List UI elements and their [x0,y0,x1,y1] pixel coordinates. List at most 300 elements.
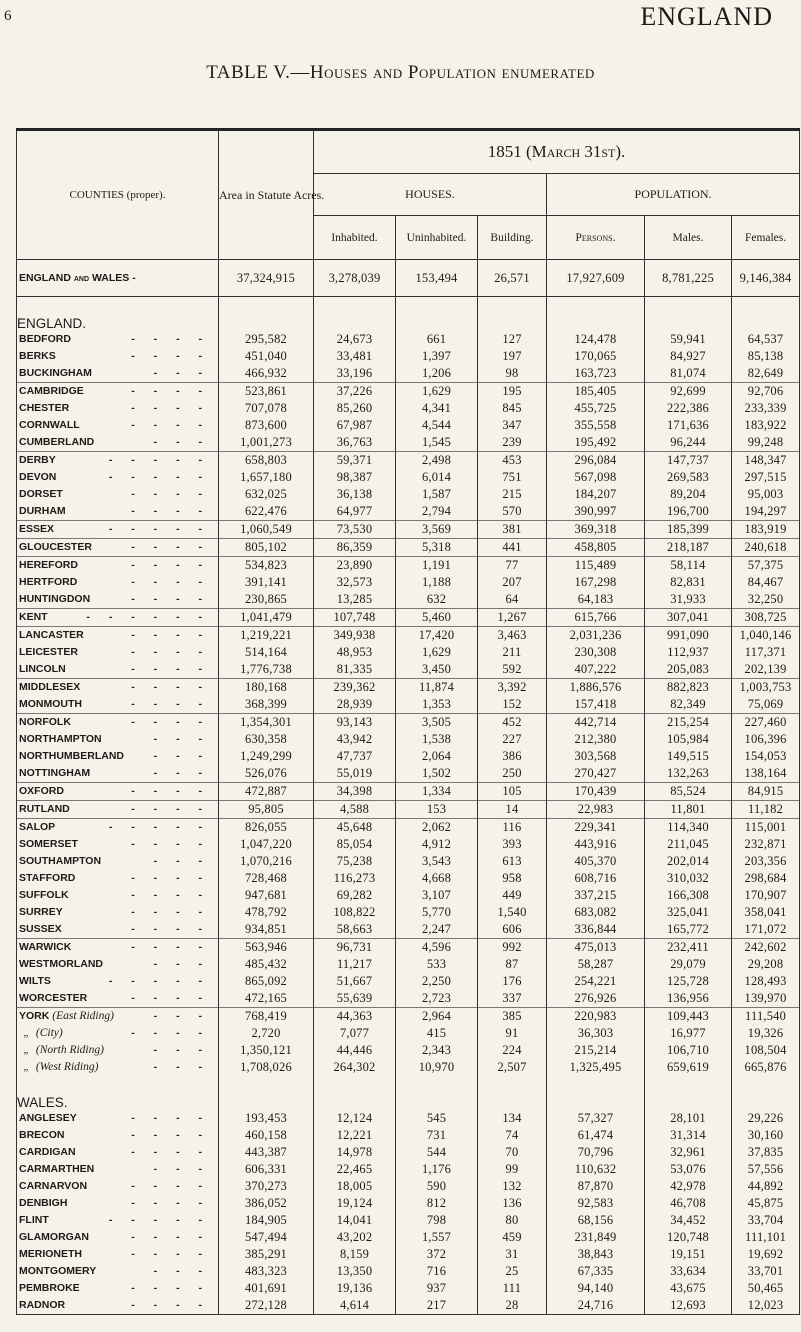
column-header-uninhabited: Uninhabited. [396,216,478,260]
cell-females: 19,692 [732,1246,800,1263]
cell-inhabited: 75,238 [314,853,396,870]
county-name-text: SUSSEX [19,923,62,935]
cell-inhabited: 19,124 [314,1195,396,1212]
cell-males: 84,927 [645,348,732,365]
cell-area: 401,691 [219,1280,314,1297]
cell-inhabited: 98,387 [314,469,396,486]
total-name-dash: - [132,272,136,284]
county-row [17,365,800,383]
cell-building: 606 [478,921,547,939]
cell-males: 11,801 [645,801,732,819]
cell-females: 33,704 [732,1212,800,1229]
section-heading-spacer [547,297,645,332]
county-name-text: „ [23,1028,29,1039]
county-name [17,609,219,627]
cell-inhabited: 349,938 [314,627,396,645]
leader-dashes: - - - - [131,1129,210,1141]
cell-inhabited: 55,639 [314,990,396,1008]
cell-building: 1,267 [478,609,547,627]
county-name-text: HUNTINGDON [19,593,91,605]
section-heading-spacer [396,1076,478,1110]
cell-uninhabited: 17,420 [396,627,478,645]
cell-inhabited: 47,737 [314,748,396,765]
county-name [17,574,219,591]
cell-females: 138,164 [732,765,800,783]
county-name-text: NORTHAMPTON [19,733,102,745]
table-header [17,130,800,260]
cell-uninhabited: 2,498 [396,452,478,470]
cell-males: 659,619 [645,1059,732,1076]
county-subdivision: (West Riding) [35,1061,99,1073]
cell-persons: 608,716 [547,870,645,887]
county-name-text: NOTTINGHAM [19,767,91,779]
cell-inhabited: 36,763 [314,434,396,452]
county-subdivision: (City) [35,1027,63,1039]
cell-building: 77 [478,557,547,575]
cell-uninhabited: 2,062 [396,819,478,837]
cell-males: 185,399 [645,521,732,539]
title-population-rest: opulation enumerated [418,62,595,83]
cell-females: 57,556 [732,1161,800,1178]
cell-females: 232,871 [732,836,800,853]
cell-uninhabited: 1,538 [396,731,478,748]
cell-uninhabited: 4,341 [396,400,478,417]
county-row [17,1280,800,1297]
county-name-text: SUFFOLK [19,889,69,901]
leader-dashes: - - - [153,855,210,867]
county-name [17,452,219,470]
cell-persons: 276,926 [547,990,645,1008]
cell-building: 381 [478,521,547,539]
county-row [17,1212,800,1229]
leader-dashes: - - - - [131,333,210,345]
cell-males: 92,699 [645,383,732,401]
cell-uninhabited: 544 [396,1144,478,1161]
cell-females: 665,876 [732,1059,800,1076]
cell-females: 203,356 [732,853,800,870]
cell-area: 368,399 [219,696,314,714]
cell-uninhabited: 5,770 [396,904,478,921]
cell-area: 193,453 [219,1110,314,1127]
county-name-text: CORNWALL [19,419,80,431]
cell-females: 139,970 [732,990,800,1008]
cell-inhabited: 44,446 [314,1042,396,1059]
county-name [17,1144,219,1161]
cell-building: 14 [478,801,547,819]
leader-dashes: - - - - - [108,454,210,466]
county-name-text: LEICESTER [19,646,78,658]
cell-males: 215,254 [645,714,732,732]
cell-building: 91 [478,1025,547,1042]
county-row [17,939,800,957]
cell-males: 136,956 [645,990,732,1008]
cell-inhabited: 45,648 [314,819,396,837]
county-name-text: NORFOLK [19,716,71,728]
county-row [17,714,800,732]
cell-area: 370,273 [219,1178,314,1195]
total-building: 26,571 [478,260,547,297]
leader-dashes: - - - - [131,1282,210,1294]
county-name [17,714,219,732]
leader-dashes: - - - - - [108,975,210,987]
county-row [17,1059,800,1076]
leader-dashes: - - - - [131,402,210,414]
leader-dashes: - - - [153,1163,210,1175]
cell-inhabited: 24,673 [314,331,396,348]
cell-uninhabited: 2,343 [396,1042,478,1059]
cell-uninhabited: 217 [396,1297,478,1315]
cell-persons: 195,492 [547,434,645,452]
county-row [17,1025,800,1042]
cell-males: 205,083 [645,661,732,679]
cell-uninhabited: 731 [396,1127,478,1144]
county-row [17,904,800,921]
cell-persons: 92,583 [547,1195,645,1212]
county-name-text: YORK [19,1010,50,1022]
cell-building: 992 [478,939,547,957]
cell-females: 1,003,753 [732,679,800,697]
cell-area: 483,323 [219,1263,314,1280]
cell-area: 1,708,026 [219,1059,314,1076]
cell-area: 606,331 [219,1161,314,1178]
cell-building: 250 [478,765,547,783]
cell-persons: 167,298 [547,574,645,591]
cell-area: 873,600 [219,417,314,434]
section-heading-spacer [396,297,478,332]
cell-males: 211,045 [645,836,732,853]
county-row [17,1229,800,1246]
title-houses [310,62,408,83]
census-year: 1851 [487,142,522,161]
cell-males: 34,452 [645,1212,732,1229]
title-houses-cap: H [309,62,325,83]
county-name-text: HERTFORD [19,576,78,588]
cell-uninhabited: 1,545 [396,434,478,452]
county-row [17,921,800,939]
cell-persons: 215,214 [547,1042,645,1059]
cell-males: 232,411 [645,939,732,957]
cell-area: 563,946 [219,939,314,957]
cell-uninhabited: 545 [396,1110,478,1127]
county-name [17,939,219,957]
title-population-cap: P [407,62,419,83]
cell-building: 751 [478,469,547,486]
cell-persons: 230,308 [547,644,645,661]
cell-building: 207 [478,574,547,591]
county-name-text: RADNOR [19,1299,66,1311]
county-row [17,748,800,765]
section-heading-spacer [732,1076,800,1110]
cell-inhabited: 43,942 [314,731,396,748]
cell-persons: 87,870 [547,1178,645,1195]
cell-females: 308,725 [732,609,800,627]
cell-females: 50,465 [732,1280,800,1297]
leader-dashes: - - - - - [108,821,210,833]
leader-dashes: - - - [153,1044,210,1056]
cell-building: 134 [478,1110,547,1127]
cell-males: 171,636 [645,417,732,434]
county-name [17,904,219,921]
county-name [17,853,219,870]
title-prefix: TABLE V.— [206,62,310,83]
county-name [17,1229,219,1246]
leader-dashes: - - - - [131,663,210,675]
cell-area: 478,792 [219,904,314,921]
cell-inhabited: 23,890 [314,557,396,575]
county-row [17,1127,800,1144]
county-name [17,400,219,417]
county-name [17,819,219,837]
cell-building: 224 [478,1042,547,1059]
county-name [17,748,219,765]
cell-females: 84,915 [732,783,800,801]
county-row [17,1161,800,1178]
county-name-text: MIDDLESEX [19,681,81,693]
leader-dashes: - - - - [131,350,210,362]
county-name-text: CUMBERLAND [19,436,95,448]
cell-inhabited: 264,302 [314,1059,396,1076]
county-name [17,486,219,503]
cell-persons: 455,725 [547,400,645,417]
cell-females: 84,467 [732,574,800,591]
title-houses-rest: ouses and [324,62,408,83]
leader-dashes: - - - [153,733,210,745]
cell-uninhabited: 415 [396,1025,478,1042]
cell-building: 98 [478,365,547,383]
cell-uninhabited: 6,014 [396,469,478,486]
cell-persons: 390,997 [547,503,645,521]
cell-area: 295,582 [219,331,314,348]
cell-males: 29,079 [645,956,732,973]
cell-males: 58,114 [645,557,732,575]
cell-inhabited: 32,573 [314,574,396,591]
cell-area: 184,905 [219,1212,314,1229]
cell-males: 147,737 [645,452,732,470]
table-body [17,260,800,1315]
cell-females: 298,684 [732,870,800,887]
county-name [17,557,219,575]
county-row [17,765,800,783]
county-name-text: BEDFORD [19,333,71,345]
county-name [17,870,219,887]
cell-persons: 61,474 [547,1127,645,1144]
cell-uninhabited: 1,176 [396,1161,478,1178]
section-heading-spacer [732,297,800,332]
cell-males: 196,700 [645,503,732,521]
cell-persons: 229,341 [547,819,645,837]
cell-persons: 36,303 [547,1025,645,1042]
cell-building: 393 [478,836,547,853]
cell-uninhabited: 10,970 [396,1059,478,1076]
cell-females: 1,040,146 [732,627,800,645]
cell-inhabited: 81,335 [314,661,396,679]
cell-persons: 184,207 [547,486,645,503]
cell-building: 958 [478,870,547,887]
county-name [17,1110,219,1127]
cell-uninhabited: 1,587 [396,486,478,503]
cell-males: 882,823 [645,679,732,697]
cell-building: 347 [478,417,547,434]
leader-dashes: - - - - [131,1231,210,1243]
title-population [408,62,595,83]
cell-persons: 355,558 [547,417,645,434]
cell-area: 523,861 [219,383,314,401]
cell-inhabited: 33,481 [314,348,396,365]
cell-area: 934,851 [219,921,314,939]
section-heading-spacer [478,297,547,332]
cell-males: 33,634 [645,1263,732,1280]
cell-area: 658,803 [219,452,314,470]
county-name-text: GLAMORGAN [19,1231,89,1243]
cell-building: 449 [478,887,547,904]
cell-inhabited: 69,282 [314,887,396,904]
county-name-text: DURHAM [19,505,66,517]
cell-females: 171,072 [732,921,800,939]
cell-males: 31,314 [645,1127,732,1144]
county-name [17,365,219,383]
cell-males: 165,772 [645,921,732,939]
cell-females: 240,618 [732,539,800,557]
cell-area: 1,070,216 [219,853,314,870]
cell-uninhabited: 2,723 [396,990,478,1008]
cell-uninhabited: 3,505 [396,714,478,732]
cell-uninhabited: 3,569 [396,521,478,539]
cell-area: 443,387 [219,1144,314,1161]
cell-building: 570 [478,503,547,521]
cell-females: 297,515 [732,469,800,486]
cell-uninhabited: 2,964 [396,1008,478,1026]
cell-uninhabited: 3,543 [396,853,478,870]
census-table [16,128,800,1315]
cell-area: 385,291 [219,1246,314,1263]
county-name-text: HEREFORD [19,559,78,571]
cell-building: 25 [478,1263,547,1280]
cell-females: 106,396 [732,731,800,748]
cell-persons: 64,183 [547,591,645,609]
cell-males: 325,041 [645,904,732,921]
county-row [17,679,800,697]
leader-dashes: - - - - [131,992,210,1004]
cell-inhabited: 13,285 [314,591,396,609]
county-name [17,348,219,365]
cell-persons: 1,325,495 [547,1059,645,1076]
leader-dashes: - - - - [131,1248,210,1260]
leader-dashes: - - - - [131,505,210,517]
county-name-text: STAFFORD [19,872,76,884]
cell-males: 269,583 [645,469,732,486]
leader-dashes: - - - - - - [86,611,210,623]
cell-males: 114,340 [645,819,732,837]
cell-persons: 68,156 [547,1212,645,1229]
county-row [17,331,800,348]
county-name [17,990,219,1008]
cell-uninhabited: 1,334 [396,783,478,801]
cell-females: 85,138 [732,348,800,365]
county-subdivision: (North Riding) [35,1044,104,1056]
cell-uninhabited: 11,874 [396,679,478,697]
cell-females: 12,023 [732,1297,800,1315]
county-row [17,417,800,434]
cell-inhabited: 86,359 [314,539,396,557]
county-row [17,1110,800,1127]
county-name-text: SOUTHAMPTON [19,855,102,867]
cell-inhabited: 44,363 [314,1008,396,1026]
cell-building: 337 [478,990,547,1008]
county-name [17,1161,219,1178]
county-row [17,400,800,417]
cell-males: 82,831 [645,574,732,591]
cell-males: 132,263 [645,765,732,783]
cell-inhabited: 239,362 [314,679,396,697]
cell-uninhabited: 372 [396,1246,478,1263]
leader-dashes: - - - - [131,1146,210,1158]
cell-males: 222,386 [645,400,732,417]
cell-building: 386 [478,748,547,765]
county-name-text: WARWICK [19,941,72,953]
county-row [17,609,800,627]
cell-building: 99 [478,1161,547,1178]
cell-uninhabited: 1,191 [396,557,478,575]
cell-males: 31,933 [645,591,732,609]
cell-inhabited: 107,748 [314,609,396,627]
county-name-text: MONMOUTH [19,698,82,710]
section-heading-spacer [314,297,396,332]
cell-females: 154,053 [732,748,800,765]
county-name [17,836,219,853]
county-name-text: „ [23,1062,29,1073]
county-row [17,956,800,973]
county-row [17,644,800,661]
cell-females: 148,347 [732,452,800,470]
cell-uninhabited: 5,460 [396,609,478,627]
county-row [17,1178,800,1195]
leader-dashes: - - - - [131,889,210,901]
county-row [17,348,800,365]
county-name [17,765,219,783]
county-name [17,1059,219,1076]
county-row [17,990,800,1008]
leader-dashes: - - - [153,958,210,970]
county-name-text: CAMBRIDGE [19,385,84,397]
cell-area: 514,164 [219,644,314,661]
cell-area: 707,078 [219,400,314,417]
cell-area: 1,001,273 [219,434,314,452]
cell-males: 85,524 [645,783,732,801]
county-name-text: DERBY [19,454,56,466]
cell-females: 75,069 [732,696,800,714]
cell-building: 453 [478,452,547,470]
cell-persons: 336,844 [547,921,645,939]
county-name [17,331,219,348]
cell-persons: 67,335 [547,1263,645,1280]
leader-dashes: - - - - [131,541,210,553]
county-name-text: DENBIGH [19,1197,68,1209]
cell-uninhabited: 1,629 [396,383,478,401]
cell-males: 105,984 [645,731,732,748]
county-row [17,853,800,870]
cell-persons: 683,082 [547,904,645,921]
cell-uninhabited: 1,206 [396,365,478,383]
cell-uninhabited: 2,247 [396,921,478,939]
cell-inhabited: 13,350 [314,1263,396,1280]
leader-dashes: - - - - [131,1197,210,1209]
cell-males: 32,961 [645,1144,732,1161]
total-name-rest: WALES [91,272,130,284]
cell-inhabited: 12,124 [314,1110,396,1127]
county-name [17,434,219,452]
cell-males: 12,693 [645,1297,732,1315]
leader-dashes: - - - - [131,941,210,953]
